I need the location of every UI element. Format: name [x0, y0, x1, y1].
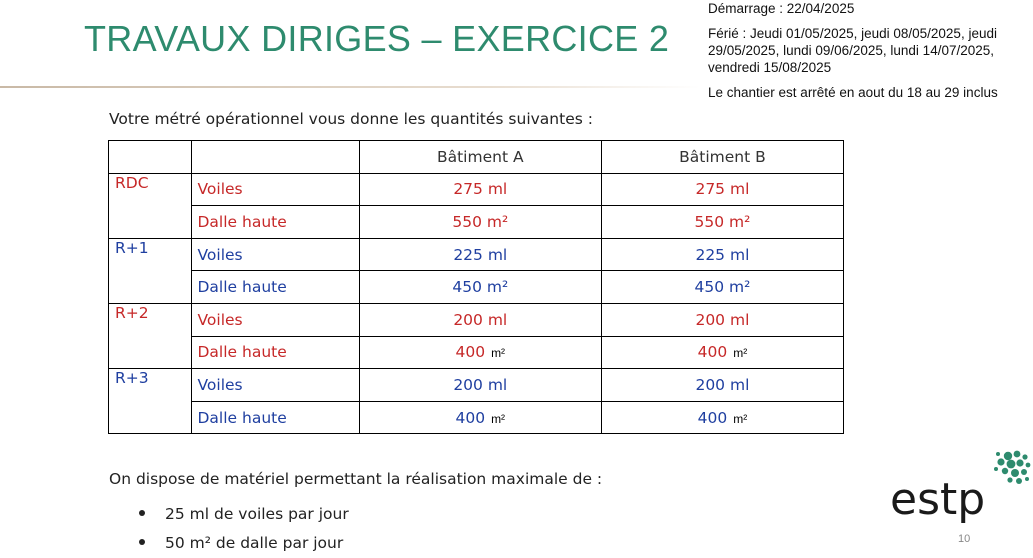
- quantity-value: 225 ml: [695, 245, 750, 264]
- quantity-cell-b: [601, 369, 843, 402]
- logo-dots-icon: [994, 451, 1030, 484]
- quantity-value: 400: [455, 343, 486, 362]
- quantity-cell-a: [359, 238, 601, 271]
- quantity-cell-b: [601, 206, 843, 239]
- bullet-icon: [139, 510, 145, 516]
- quantity-value: 550 m²: [694, 212, 751, 231]
- quantity-cell-a: [359, 303, 601, 336]
- shutdown-text: Le chantier est arrêté en aout du 18 au 29 inclus: [708, 85, 998, 100]
- table-header-row: [109, 141, 844, 174]
- element-cell: Dalle haute: [191, 401, 359, 434]
- element-cell: Voiles: [191, 303, 359, 336]
- quantity-cell-a: [359, 336, 601, 369]
- quantity-value: 200 ml: [695, 375, 750, 394]
- level-cell: RDC: [109, 173, 192, 238]
- element-cell: Dalle haute: [191, 271, 359, 304]
- quantity-value: 200 ml: [695, 310, 750, 329]
- quantities-table: [108, 140, 844, 434]
- quantity-value: 400: [697, 408, 728, 427]
- quantity-cell-b: [601, 173, 843, 206]
- table-intro: Votre métré opérationnel vous donne les quantités suivantes :: [109, 110, 593, 128]
- table-body: [109, 173, 844, 434]
- header-building-b: Bâtiment B: [601, 141, 843, 174]
- quantity-unit: m²: [733, 411, 748, 426]
- quantity-value: 450 m²: [452, 278, 509, 297]
- quantity-cell-b: [601, 401, 843, 434]
- quantity-cell-a: [359, 271, 601, 304]
- header-building-a: Bâtiment A: [359, 141, 601, 174]
- element-cell: Dalle haute: [191, 336, 359, 369]
- quantity-cell-a: [359, 401, 601, 434]
- quantity-unit: m²: [491, 346, 506, 361]
- quantity-value: 550 m²: [452, 212, 509, 231]
- quantity-cell-a: [359, 369, 601, 402]
- side-info-panel: [708, 0, 1028, 109]
- quantity-value: 225 ml: [453, 245, 508, 264]
- quantity-value: 200 ml: [453, 310, 508, 329]
- logo-wordmark: estp: [890, 474, 986, 525]
- header-cell: [109, 141, 192, 174]
- level-cell: R+2: [109, 303, 192, 368]
- capacity-list: [109, 500, 349, 558]
- list-item: [109, 529, 349, 558]
- quantity-value: 400: [697, 343, 728, 362]
- header-cell: [191, 141, 359, 174]
- start-date: Démarrage : 22/04/2025: [708, 1, 855, 16]
- element-cell: Voiles: [191, 173, 359, 206]
- capacity-text: 25 ml de voiles par jour: [165, 505, 349, 523]
- table-row: [109, 303, 844, 336]
- quantity-cell-b: [601, 238, 843, 271]
- quantity-unit: m²: [491, 411, 506, 426]
- estp-logo: [888, 448, 1033, 533]
- level-cell: R+1: [109, 238, 192, 303]
- slide-title: TRAVAUX DIRIGES – EXERCICE 2: [84, 18, 670, 59]
- bullet-icon: [139, 539, 145, 545]
- title-divider: [0, 86, 700, 88]
- quantity-cell-b: [601, 271, 843, 304]
- table-row: [109, 206, 844, 239]
- table-row: [109, 336, 844, 369]
- list-item: [109, 500, 349, 529]
- element-cell: Voiles: [191, 238, 359, 271]
- element-cell: Dalle haute: [191, 206, 359, 239]
- table-row: [109, 173, 844, 206]
- quantity-value: 275 ml: [695, 180, 750, 199]
- table-row: [109, 238, 844, 271]
- quantity-cell-b: [601, 303, 843, 336]
- capacity-text: 50 m² de dalle par jour: [165, 534, 344, 552]
- quantity-cell-a: [359, 206, 601, 239]
- quantity-cell-b: [601, 336, 843, 369]
- quantity-value: 400: [455, 408, 486, 427]
- quantity-cell-a: [359, 173, 601, 206]
- quantity-value: 200 ml: [453, 375, 508, 394]
- table-row: [109, 401, 844, 434]
- quantity-unit: m²: [733, 346, 748, 361]
- quantity-value: 450 m²: [694, 278, 751, 297]
- equipment-intro: On dispose de matériel permettant la réalisation maximale de :: [109, 470, 603, 488]
- quantity-value: 275 ml: [453, 180, 508, 199]
- level-cell: R+3: [109, 369, 192, 434]
- element-cell: Voiles: [191, 369, 359, 402]
- holidays-text: Férié : Jeudi 01/05/2025, jeudi 08/05/2025, jeudi 29/05/2025, lundi 09/06/2025, lundi 14/07/2025, vendredi 15/08/2025: [708, 26, 997, 75]
- page-number: 10: [958, 533, 971, 545]
- table-row: [109, 369, 844, 402]
- table-row: [109, 271, 844, 304]
